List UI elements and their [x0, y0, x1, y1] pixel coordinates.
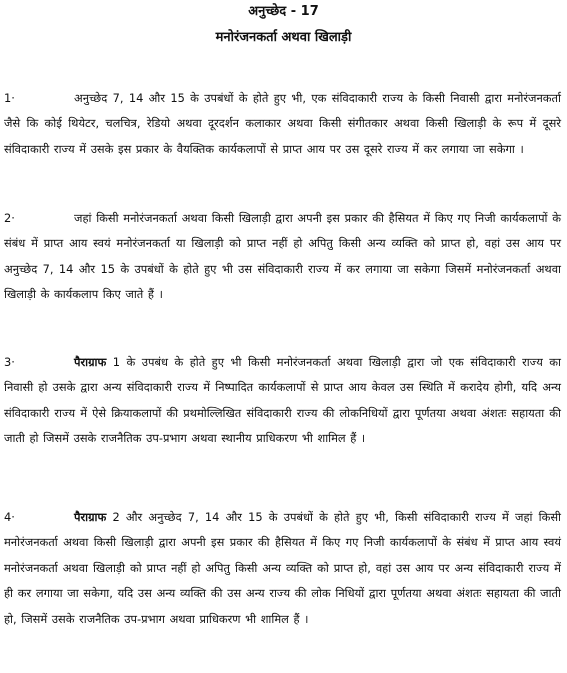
article-title: मनोरंजनकर्ता अथवा खिलाड़ी: [215, 30, 352, 45]
paragraph-3: [4, 350, 561, 452]
paragraph-number: 2·: [4, 211, 15, 225]
paragraph-lead: पैराग्राफ: [74, 355, 107, 369]
paragraph-lead: पैराग्राफ: [74, 510, 107, 524]
paragraph-text: जहां किसी मनोरंजनकर्ता अथवा किसी खिलाड़ी द्वारा अपनी इस प्रकार की हैसियत में किए गए निजी कार्यकलापों के संबंध में प्राप्त आय स्वयं मनोरंजनकर्ता या खिलाड़ी को प्राप्त नहीं हो अपितु किसी अन्य व्यक्ति को प्राप्त हो, वहां उस आय पर अनुच्छेद 7, 14 और 15 के उपबंधों के होते हुए भी उस संविदाकारी राज्य में कर लगाया जा सकेगा जिसमें मनोरंजनकर्ता अथवा खिलाड़ी के कार्यकलाप किए जाते हैं ।: [4, 211, 561, 302]
article-heading: अनुच्छेद - 17: [248, 4, 319, 19]
paragraph-4: [4, 505, 561, 632]
paragraph-number: 3·: [4, 355, 15, 369]
paragraph-number: 1·: [4, 91, 15, 105]
paragraph-number: 4·: [4, 510, 15, 524]
paragraph-text: अनुच्छेद 7, 14 और 15 के उपबंधों के होते हुए भी, एक संविदाकारी राज्य के किसी निवासी द्वारा मनोरंजनकर्ता जैसे कि कोई थियेटर, चलचित्र, रेडियो अथवा दूरदर्शन कलाकार अथवा किसी संगीतकार अथवा किसी खिलाड़ी के रूप में दूसरे संविदाकारी राज्य में उसके इस प्रकार के वैयक्तिक कार्यकलापों से प्राप्त आय पर उस दूसरे राज्य में कर लगाया जा सकेगा ।: [4, 91, 561, 156]
paragraph-1: [4, 86, 561, 162]
paragraph-text: 2 और अनुच्छेद 7, 14 और 15 के उपबंधों के होते हुए भी, किसी संविदाकारी राज्य में जहां किसी मनोरंजनकर्ता अथवा किसी खिलाड़ी द्वारा अपनी इस प्रकार की हैसियत में किए गए निजी कार्यकलापों के संबंध में प्राप्त आय स्वयं मनोरंजनकर्ता अथवा खिलाड़ी को प्राप्त नहीं हो अपितु किसी अन्य व्यक्ति को प्राप्त हो, वहां उस आय पर अन्य संविदाकारी राज्य में ही कर लगाया जा सकेगा, यदि उस अन्य व्यक्ति की उस अन्य राज्य की लोक निधियों द्वारा पूर्णतया अथवा अंशतः सहायता की जाती हो, जिसमें उसके राजनैतिक उप-प्रभाग अथवा प्राधिकरण भी शामिल हैं ।: [4, 510, 561, 626]
paragraph-2: [4, 206, 561, 308]
paragraph-text: 1 के उपबंध के होते हुए भी किसी मनोरंजनकर्ता अथवा खिलाड़ी द्वारा जो एक संविदाकारी राज्य का निवासी हो उसके द्वारा अन्य संविदाकारी राज्य में निष्पादित कार्यकलापों से प्राप्त आय केवल उस स्थिति में करादेय होगी, यदि अन्य संविदाकारी राज्य में ऐसे क्रियाकलापों की प्रथमोल्लिखित संविदाकारी राज्य की लोकनिधियों द्वारा पूर्णतया अथवा अंशतः सहायता की जाती हो जिसमें उसके राजनैतिक उप-प्रभाग अथवा स्थानीय प्राधिकरण भी शामिल हैं ।: [4, 355, 561, 446]
